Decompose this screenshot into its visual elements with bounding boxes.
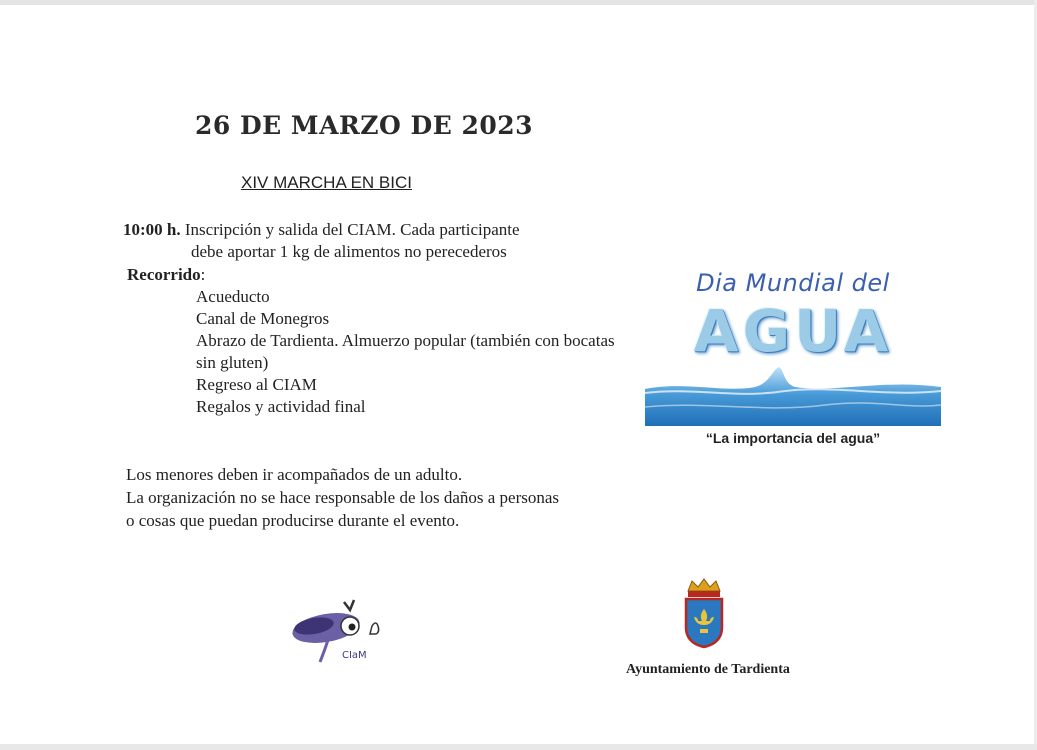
poster-caption: “La importancia del agua”	[705, 430, 881, 446]
world-water-day-poster	[645, 263, 941, 426]
route-label-text: Recorrido	[127, 265, 201, 284]
route-item: Canal de Monegros	[196, 309, 330, 328]
water-wave-icon	[645, 363, 941, 426]
schedule-line-2: debe aportar 1 kg de alimentos no perecederos	[191, 242, 507, 261]
route-label-colon: :	[200, 265, 206, 284]
event-date: 26 DE MARZO DE 2023	[195, 111, 534, 140]
route-list	[196, 286, 616, 418]
notes	[126, 463, 559, 532]
scan-edge-top	[0, 0, 1037, 5]
route-item: Regalos y actividad final	[196, 397, 366, 416]
tardienta-coat-of-arms-icon	[682, 577, 726, 649]
poster-title: Dia Mundial del	[696, 269, 890, 297]
event-title: XIV MARCHA EN BICI	[241, 173, 412, 192]
note-line: La organización no se hace responsable de los daños a personas	[126, 488, 560, 507]
schedule-time: 10:00 h.	[123, 220, 181, 239]
ciam-mascot-logo	[288, 592, 388, 668]
route-item: Regreso al CIAM	[196, 375, 317, 394]
ayuntamiento-label: Ayuntamiento de Tardienta	[626, 662, 790, 677]
route-label	[127, 264, 205, 286]
note-line: o cosas que puedan producirse durante el evento.	[126, 511, 460, 530]
schedule-line-1	[123, 219, 520, 241]
schedule-line-1-text: Inscripción y salida del CIAM. Cada participante	[184, 220, 520, 239]
ciam-logo-text: CIaM	[342, 650, 367, 661]
route-item: Acueducto	[196, 287, 270, 306]
note-line: Los menores deben ir acompañados de un adulto.	[126, 465, 463, 484]
poster-big-word: AGUA	[693, 297, 893, 365]
scan-edge-bottom	[0, 744, 1037, 750]
route-item: Abrazo de Tardienta. Almuerzo popular (también con bocatas sin gluten)	[196, 331, 615, 372]
